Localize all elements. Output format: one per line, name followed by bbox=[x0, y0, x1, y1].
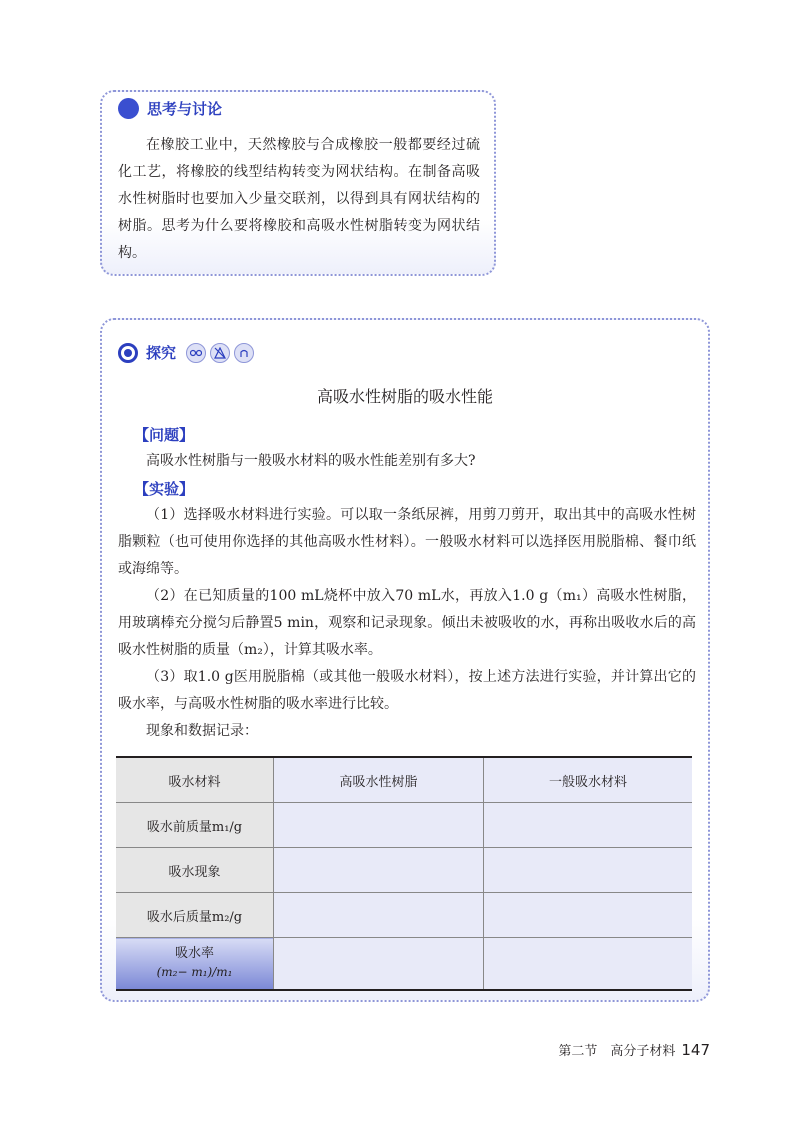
page-number: 147 bbox=[681, 1041, 710, 1059]
table-row bbox=[116, 848, 692, 893]
table-cell bbox=[483, 938, 692, 990]
goggles-icon bbox=[186, 343, 206, 363]
step-2: （2）在已知质量的100 mL烧杯中放入70 mL水，再放入1.0 g（m₁）高吸水性树脂，用玻璃棒充分搅匀后静置5 min，观察和记录现象。倾出未被吸收的水，再称出吸收水后的高吸水性树脂的质量（m₂），计算其吸水率。 bbox=[118, 588, 696, 658]
discussion-text: 在橡胶工业中，天然橡胶与合成橡胶一般都要经过硫化工艺，将橡胶的线型结构转变为网状结构。在制备高吸水性树脂时也要加入少量交联剂，以得到具有网状结构的树脂。思考为什么要将橡胶和高吸水性树脂转变为网状结构。 bbox=[118, 137, 480, 261]
table-row bbox=[116, 893, 692, 938]
experiment-title: 高吸水性树脂的吸水性能 bbox=[316, 387, 493, 406]
record-table bbox=[116, 756, 692, 991]
discussion-header bbox=[118, 98, 222, 119]
explore-box bbox=[100, 318, 710, 1002]
row-label: 吸水后质量m₂/g bbox=[116, 893, 274, 938]
row-label-formula: (m₂− m₁)/m₁ bbox=[156, 965, 233, 980]
row-label bbox=[116, 938, 274, 990]
explore-heading: 探究 bbox=[146, 344, 177, 362]
table-cell bbox=[274, 848, 484, 893]
footer-section: 第二节 高分子材料 bbox=[558, 1044, 676, 1059]
table-cell bbox=[274, 938, 484, 990]
table-header-cell: 一般吸水材料 bbox=[483, 757, 692, 803]
table-cell bbox=[274, 803, 484, 848]
discussion-body bbox=[118, 132, 480, 267]
row-label-line: 吸水率 bbox=[174, 946, 214, 962]
table-cell bbox=[483, 803, 692, 848]
step-3: （3）取1.0 g医用脱脂棉（或其他一般吸水材料），按上述方法进行实验，并计算出它的吸水率，与高吸水性树脂的吸水率进行比较。 bbox=[118, 669, 696, 712]
table-header-row bbox=[116, 757, 692, 803]
question-tag: 【问题】 bbox=[134, 426, 195, 444]
record-label: 现象和数据记录： bbox=[146, 723, 258, 739]
row-label: 吸水现象 bbox=[116, 848, 274, 893]
steps bbox=[118, 502, 696, 745]
page-footer bbox=[558, 1040, 710, 1059]
question-text: 高吸水性树脂与一般吸水材料的吸水性能差别有多大? bbox=[146, 453, 476, 469]
hazard-icon bbox=[210, 343, 230, 363]
discussion-box bbox=[100, 90, 496, 276]
row-label: 吸水前质量m₁/g bbox=[116, 803, 274, 848]
discussion-heading: 思考与讨论 bbox=[147, 100, 223, 118]
table-cell bbox=[483, 848, 692, 893]
bullet-dot-icon bbox=[118, 98, 139, 119]
table-header-cell: 吸水材料 bbox=[116, 757, 274, 803]
target-icon bbox=[118, 343, 138, 363]
table-row bbox=[116, 803, 692, 848]
table-cell bbox=[483, 893, 692, 938]
step-1: （1）选择吸水材料进行实验。可以取一条纸尿裤，用剪刀剪开，取出其中的高吸水性树脂颗粒（也可使用你选择的其他高吸水性材料）。一般吸水材料可以选择医用脱脂棉、餐巾纸或海绵等。 bbox=[118, 507, 696, 577]
table-row bbox=[116, 938, 692, 990]
explore-header bbox=[118, 342, 254, 363]
table-header-cell: 高吸水性树脂 bbox=[274, 757, 484, 803]
experiment-tag: 【实验】 bbox=[134, 480, 195, 498]
table-cell bbox=[274, 893, 484, 938]
question-para bbox=[118, 448, 696, 475]
hand-wash-icon bbox=[234, 343, 254, 363]
